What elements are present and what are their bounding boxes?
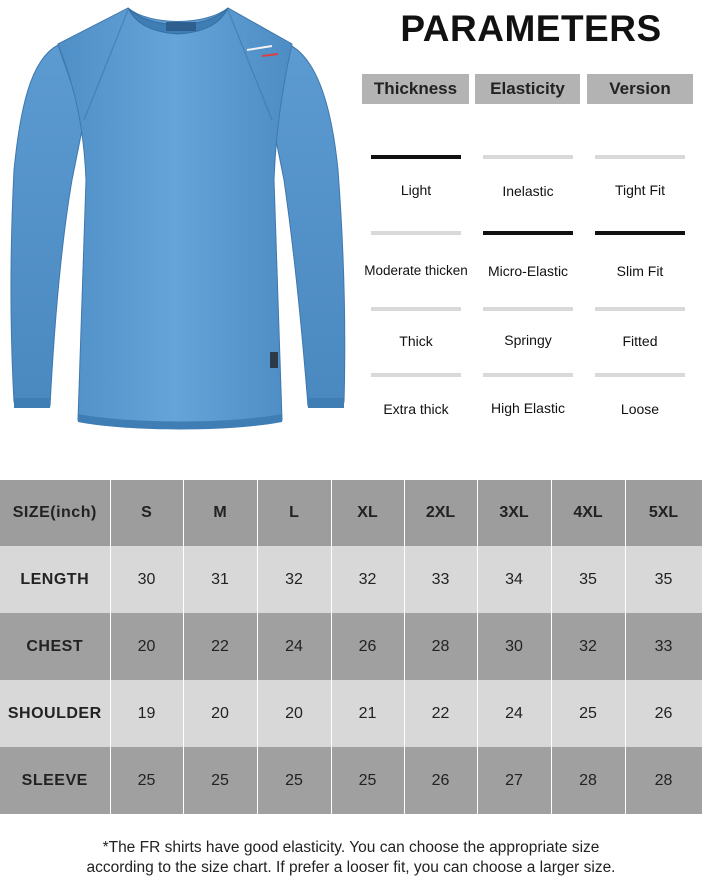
elasticity-option-2: Micro-Elastic bbox=[487, 263, 569, 279]
table-cell: 33 bbox=[625, 613, 702, 680]
table-cell: 32 bbox=[257, 546, 331, 613]
thickness-option-4: Extra thick bbox=[383, 401, 449, 417]
version-option-3: Fitted bbox=[622, 333, 658, 349]
param-header-thickness: Thickness bbox=[362, 74, 469, 104]
table-cell: 26 bbox=[404, 747, 477, 814]
size-header-cell: L bbox=[257, 480, 331, 546]
size-row-sleeve bbox=[0, 747, 702, 814]
table-cell: 19 bbox=[110, 680, 183, 747]
elasticity-bar-3 bbox=[483, 307, 573, 311]
size-row-shoulder bbox=[0, 680, 702, 747]
footnote-line-2: according to the size chart. If prefer a looser fit, you can choose a larger size. bbox=[86, 859, 616, 876]
version-option-4: Loose bbox=[620, 401, 660, 417]
table-cell: 35 bbox=[625, 546, 702, 613]
row-label: SHOULDER bbox=[0, 680, 110, 747]
table-cell: 28 bbox=[625, 747, 702, 814]
size-footnote bbox=[0, 838, 702, 878]
parameters-title: PARAMETERS bbox=[400, 8, 662, 49]
version-option-1: Tight Fit bbox=[614, 182, 666, 198]
table-cell: 32 bbox=[331, 546, 404, 613]
size-header-row bbox=[0, 480, 702, 546]
table-cell: 25 bbox=[183, 747, 257, 814]
table-cell: 20 bbox=[257, 680, 331, 747]
version-bar-2 bbox=[595, 231, 685, 235]
elasticity-option-4: High Elastic bbox=[491, 400, 565, 416]
size-row-chest bbox=[0, 613, 702, 680]
table-cell: 20 bbox=[110, 613, 183, 680]
thickness-option-3: Thick bbox=[399, 333, 433, 349]
table-cell: 20 bbox=[183, 680, 257, 747]
table-cell: 30 bbox=[477, 613, 551, 680]
table-cell: 25 bbox=[331, 747, 404, 814]
side-tag bbox=[270, 352, 278, 368]
thickness-bar-2 bbox=[371, 231, 461, 235]
table-cell: 25 bbox=[551, 680, 625, 747]
elasticity-option-3: Springy bbox=[504, 332, 552, 348]
size-row-length bbox=[0, 546, 702, 613]
param-header-version: Version bbox=[587, 74, 693, 104]
shirt-illustration bbox=[0, 0, 360, 440]
thickness-bar-4 bbox=[371, 373, 461, 377]
size-header-cell: M bbox=[183, 480, 257, 546]
elasticity-bar-2 bbox=[483, 231, 573, 235]
size-chart-table bbox=[0, 480, 702, 814]
table-cell: 24 bbox=[257, 613, 331, 680]
table-cell: 33 bbox=[404, 546, 477, 613]
table-cell: 25 bbox=[257, 747, 331, 814]
table-cell: 30 bbox=[110, 546, 183, 613]
elasticity-bar-4 bbox=[483, 373, 573, 377]
table-cell: 21 bbox=[331, 680, 404, 747]
row-label: LENGTH bbox=[0, 546, 110, 613]
elasticity-bar-1 bbox=[483, 155, 573, 159]
table-cell: 34 bbox=[477, 546, 551, 613]
table-cell: 27 bbox=[477, 747, 551, 814]
size-header-cell: 3XL bbox=[477, 480, 551, 546]
table-cell: 26 bbox=[331, 613, 404, 680]
table-cell: 28 bbox=[404, 613, 477, 680]
thickness-option-2: Moderate thicken bbox=[364, 263, 468, 278]
thickness-option-1: Light bbox=[400, 182, 432, 198]
row-label: SLEEVE bbox=[0, 747, 110, 814]
table-cell: 31 bbox=[183, 546, 257, 613]
size-header-label: SIZE(inch) bbox=[0, 480, 110, 546]
table-cell: 24 bbox=[477, 680, 551, 747]
thickness-bar-1 bbox=[371, 155, 461, 159]
table-cell: 22 bbox=[404, 680, 477, 747]
table-cell: 28 bbox=[551, 747, 625, 814]
param-header-elasticity: Elasticity bbox=[475, 74, 580, 104]
elasticity-option-1: Inelastic bbox=[502, 183, 554, 199]
thickness-bar-3 bbox=[371, 307, 461, 311]
table-cell: 22 bbox=[183, 613, 257, 680]
version-option-2: Slim Fit bbox=[616, 263, 664, 279]
row-label: CHEST bbox=[0, 613, 110, 680]
table-cell: 32 bbox=[551, 613, 625, 680]
size-header-cell: 4XL bbox=[551, 480, 625, 546]
table-cell: 26 bbox=[625, 680, 702, 747]
product-image-shirt bbox=[0, 0, 360, 440]
version-bar-3 bbox=[595, 307, 685, 311]
version-bar-4 bbox=[595, 373, 685, 377]
size-header-cell: 2XL bbox=[404, 480, 477, 546]
version-bar-1 bbox=[595, 155, 685, 159]
size-header-cell: XL bbox=[331, 480, 404, 546]
table-cell: 25 bbox=[110, 747, 183, 814]
size-header-cell: 5XL bbox=[625, 480, 702, 546]
table-cell: 35 bbox=[551, 546, 625, 613]
neck-label bbox=[166, 22, 196, 31]
size-header-cell: S bbox=[110, 480, 183, 546]
footnote-line-1: *The FR shirts have good elasticity. You can choose the appropriate size bbox=[102, 839, 600, 856]
